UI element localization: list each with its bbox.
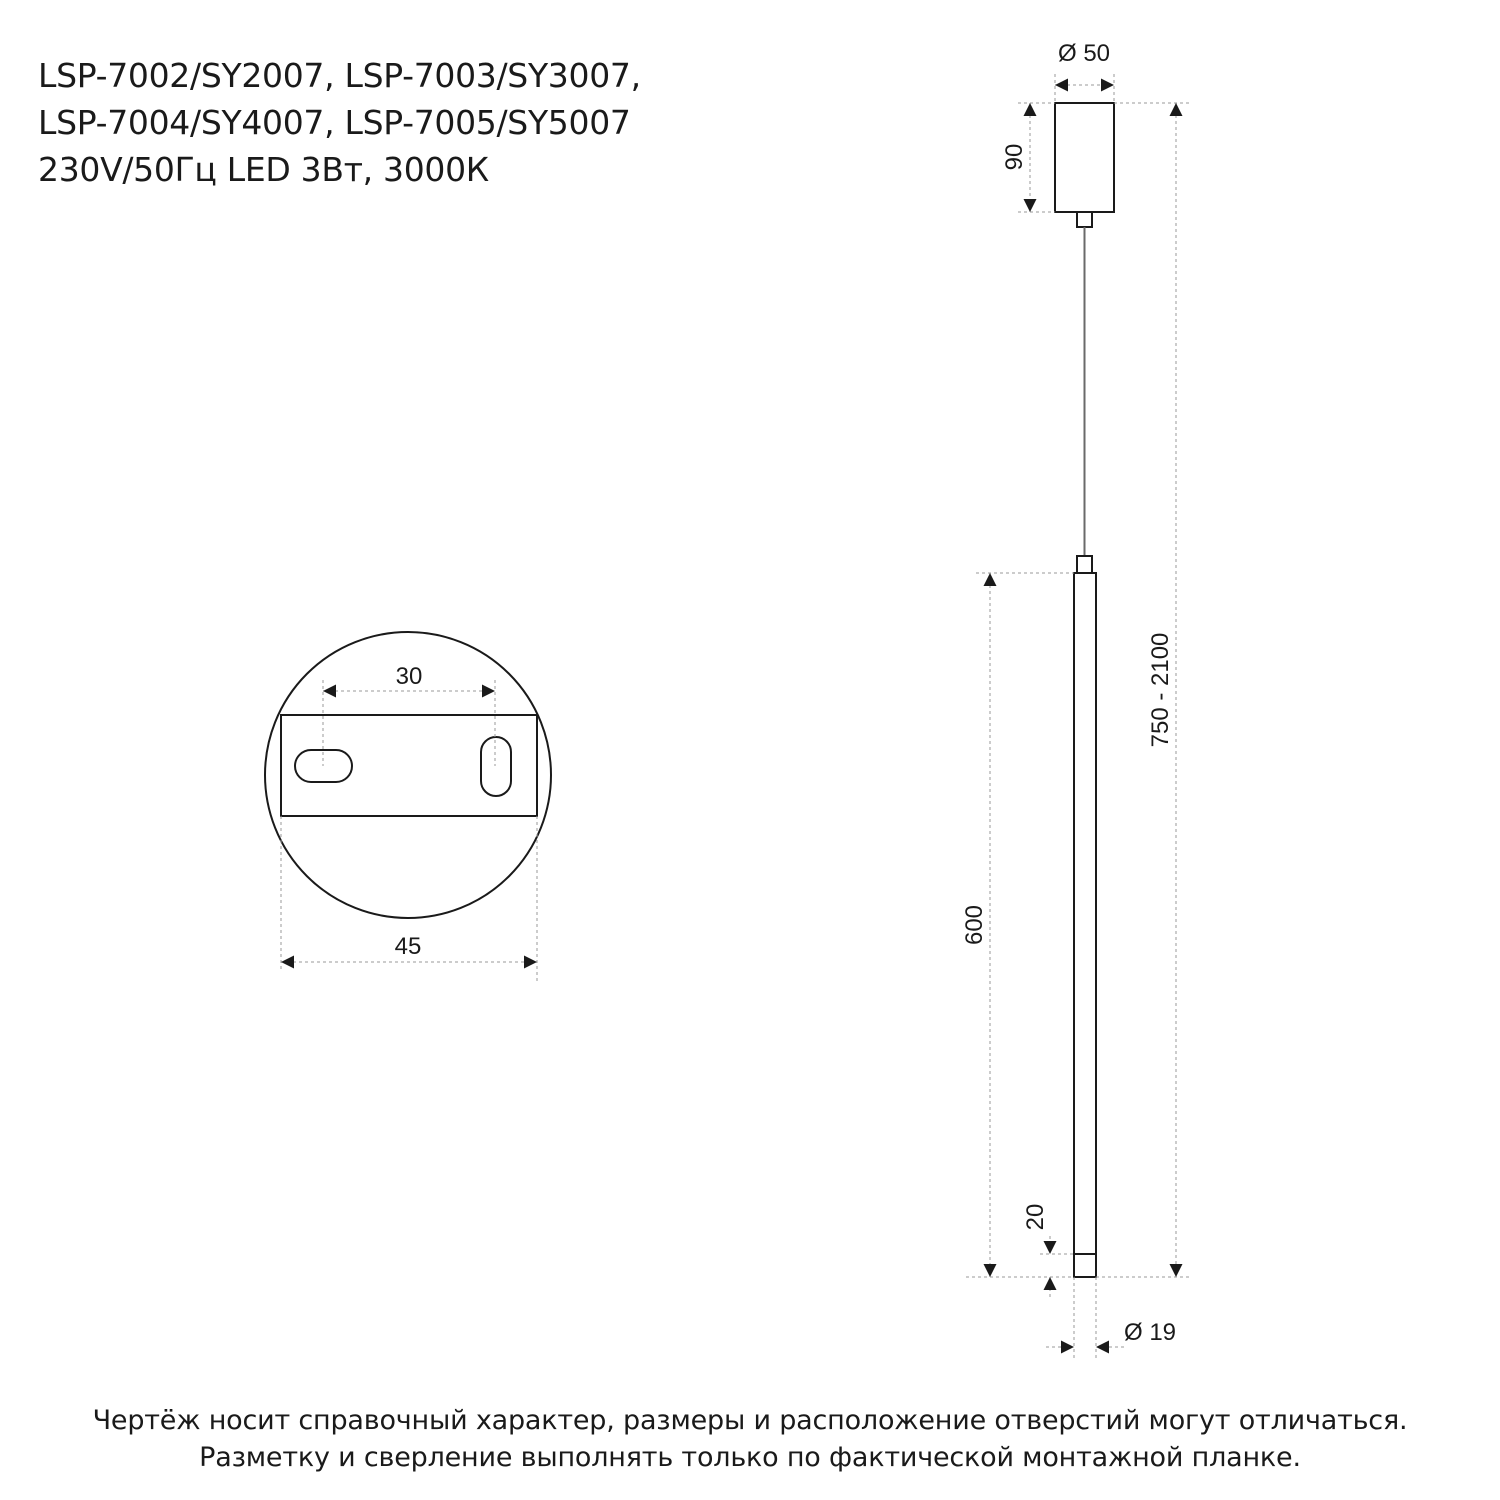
spec-line: 230V/50Гц LED 3Вт, 3000К xyxy=(38,150,489,189)
slot-vertical xyxy=(481,737,511,796)
lamp-body xyxy=(1074,573,1096,1277)
body-length-label: 600 xyxy=(961,904,988,946)
mounting-plate xyxy=(281,715,537,816)
slot-spacing-label: 30 xyxy=(395,663,423,690)
model-line-1: LSP-7002/SY2007, LSP-7003/SY3007, xyxy=(38,56,641,95)
mounting-plate-view xyxy=(265,632,551,982)
disclaimer-line-1: Чертёж носит справочный характер, размеры и расположение отверстий могут отличаться. xyxy=(92,1405,1408,1436)
cap-length-label: 20 xyxy=(1022,1203,1049,1231)
disclaimer-note xyxy=(0,1402,1500,1476)
canopy xyxy=(1055,103,1114,212)
disclaimer-line-2: Разметку и сверление выполнять только по фактической монтажной планке. xyxy=(199,1442,1301,1473)
lamp-side-view xyxy=(961,40,1190,1360)
body-connector xyxy=(1077,556,1092,573)
body-diameter-label: Ø 19 xyxy=(1123,1319,1177,1346)
total-height-label: 750 - 2100 xyxy=(1147,632,1174,748)
canopy-connector xyxy=(1077,212,1092,227)
plate-width-label: 45 xyxy=(394,933,422,960)
model-line-2: LSP-7004/SY4007, LSP-7005/SY5007 xyxy=(38,103,631,142)
canopy-height-label: 90 xyxy=(1001,143,1028,171)
canopy-diameter-label: Ø 50 xyxy=(1057,40,1111,67)
